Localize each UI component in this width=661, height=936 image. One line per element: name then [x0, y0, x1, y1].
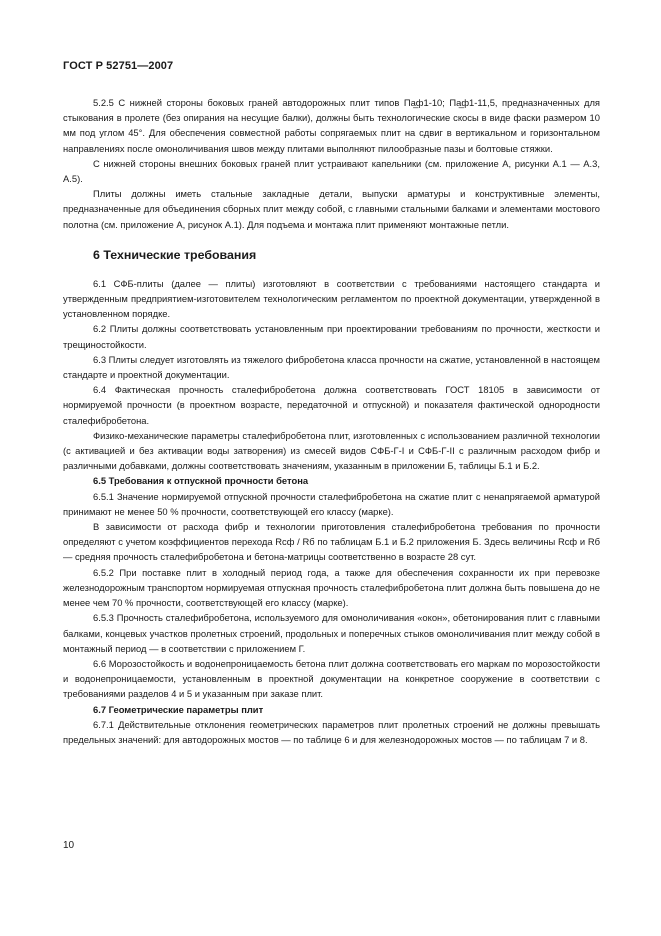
paragraph-embedded-parts: Плиты должны иметь стальные закладные детали, выпуски арматуры и конструктивные элементы, предназначенные для объединения сборных плит между собой, с главными стальными балками и элементами мостового полотна (см. приложение А, рисунок А.1). Для подъема и монтажа плит применяют монтажные петли. — [63, 188, 600, 230]
section-6-5-title: 6.5 Требования к отпускной прочности бетона — [93, 475, 309, 487]
paragraph-physical-params: Физико-механические параметры сталефибробетона плит, изготовленных с использованием различной технологии (с активацией и без активации воды затворения) из смесей видов СФБ-Г-I и СФБ-Г-II с различным расходом фибр и различными добавками, должны соответствовать значениям, указанным в приложении Б, таблицы Б.1 и Б.2. — [63, 429, 600, 472]
paragraph-6-5-3: 6.5.3 Прочность сталефибробетона, используемого для омоноличивания «окон», обетонирования плит с главными балками, концевых участков пролетных строений, продольных и поперечных стыков омоноличивания плит между собой в монтажный период — в соответствии с приложением Г. — [63, 612, 600, 654]
page-number: 10 — [63, 840, 75, 851]
paragraph-6-7-1: 6.7.1 Действительные отклонения геометрических параметров плит пролетных строений не должны превышать предельных значений: для автодорожных мостов — по таблице 6 и для железнодорожных мостов — по таблицам 7 и 8. — [63, 718, 600, 745]
paragraph-strength-coefficients: В зависимости от расхода фибр и технологии приготовления сталефибробетона требования по прочности определяют с учетом коэффициентов перехода Rсф / Rб по таблицам Б.1 и Б.2 приложения Б. Здесь величины Rсф и Rб — средняя прочность сталефибробетона и бетона-матрицы соответственно в возрасте 28 сут. — [63, 521, 600, 563]
paragraph-6-6: 6.6 Морозостойкость и водонепроницаемость бетона плит должна соответствовать его маркам по морозостойкости и водонепроницаемости, установленным в проектной документации на конкретное сооружение в соответствии с требованиями разделов 4 и 5 и указанным при заказе плит. — [63, 657, 600, 700]
paragraph-6-5-2: 6.5.2 При поставке плит в холодный период года, а также для обеспечения сохранности их при перевозке железнодорожным транспортом нормируемая отпускная прочность сталефибробетона плит должна быть повышена до не менее чем 70 % прочности, соответствующей его классу (марке). — [63, 566, 600, 609]
paragraph-6-5-1: 6.5.1 Значение нормируемой отпускной прочности сталефибробетона на сжатие плит с ненапрягаемой арматурой принимают не менее 50 % прочности, соответствующей его классу (марке). — [63, 490, 600, 517]
page-content — [63, 95, 600, 747]
paragraph-5-2-5: 5.2.5 С нижней стороны боковых граней автодорожных плит типов Па̲ф1-10; Па̲ф1-11,5, предназначенных для стыкования в пролете (без опирания на несущие балки), должны быть технологические скосы в виде фаски размером 10 мм под углом 45°. Для обеспечения совместной работы сопрягаемых плит на сдвиг в вертикальном и горизонтальном направлениях после омоноличивания швов между плитами выполняют пилообразные пазы и болтовые стяжки. — [63, 97, 600, 154]
paragraph-6-3: 6.3 Плиты следует изготовлять из тяжелого фибробетона класса прочности на сжатие, установленной в настоящем стандарте и проектной документации. — [63, 353, 600, 381]
section-6-title: 6 Технические требования — [93, 247, 257, 262]
paragraph-6-2: 6.2 Плиты должны соответствовать установленным при проектировании требованиям по прочности, жесткости и трещиностойкости. — [63, 323, 600, 350]
paragraph-drip-edges: С нижней стороны внешних боковых граней плит устраивают капельники (см. приложение А, рисунки А.1 — А.3, А.5). — [63, 157, 600, 185]
paragraph-6-4: 6.4 Фактическая прочность сталефибробетона должна соответствовать ГОСТ 18105 в зависимости от нормируемой прочности (в проектном возрасте, передаточной и отпускной) и показателя фактической однородности сталефибробетона. — [63, 384, 600, 426]
section-6-7-title: 6.7 Геометрические параметры плит — [93, 703, 264, 715]
paragraph-6-1: 6.1 СФБ-плиты (далее — плиты) изготовляют в соответствии с требованиями настоящего стандарта и утвержденным предприятием-изготовителем технологическим регламентом по проектной документации, утвержденной в установленном порядке. — [63, 277, 600, 320]
document-header: ГОСТ Р 52751—2007 — [63, 60, 174, 72]
